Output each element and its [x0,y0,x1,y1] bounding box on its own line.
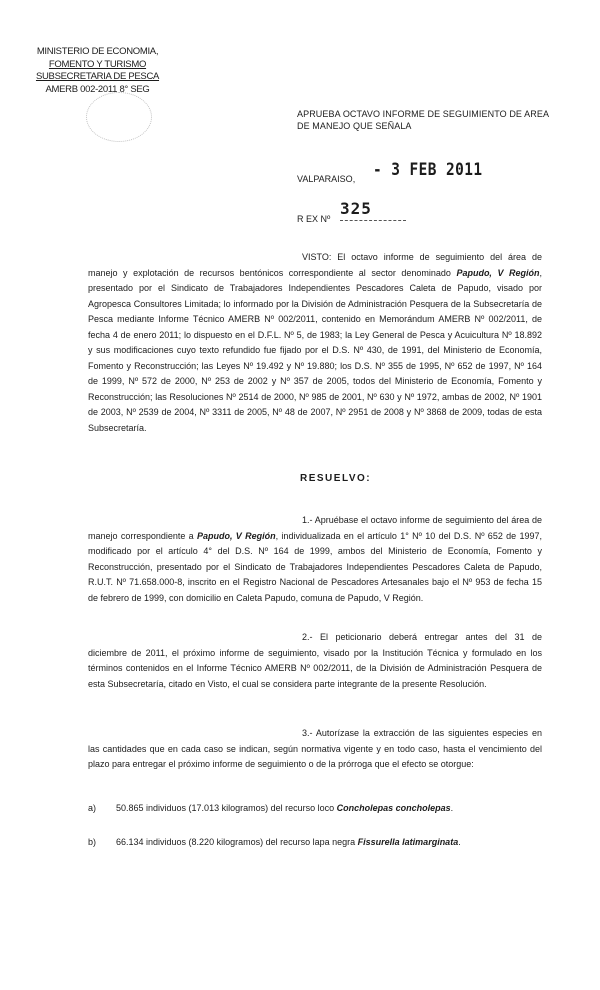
visto-label: VISTO: [302,252,332,262]
item-end: . [458,837,461,847]
p1-place: Papudo, V Región [197,530,276,541]
visto-text-2: , presentado por el Sindicato de Trabajadores Independientes Pescadores Caleta de Papudo, visado por Agropesca Consultores Limitada; lo informado por la División de Administración Pesquera de la Subsecretaría de Pesca mediante Informe Técnico AMERB Nº 002/2011, contenido en Memorándum AMERB Nº 002/2011, de fecha 4 de enero 2011; lo dispuesto en el D.F.L. Nº 5, de 1983; la Ley General de Pesca y Acuicultura Nº 18.892 y sus modificaciones cuyo texto refundido fue fijado por el D.S. Nº 430, de 1991, del Ministerio de Economía, Fomento y Reconstrucción; las Leyes Nº 19.492 y Nº 19.880; los D.S. Nº 355 de 1995, Nº 652 de 1997, Nº 164 de 1999, Nº 572 de 2000, Nº 253 de 2002 y Nº 357 de 2005, todos del Ministerio de Economía, Fomento y Reconstrucción; las Resoluciones Nº 2514 de 2000, Nº 985 de 2001, Nº 630 y Nº 1972, ambas de 2002, Nº 1901 de 2003, Nº 2539 de 2004, Nº 3311 de 2005, Nº 48 de 2007, Nº 2951 de 2008 y Nº 3868 de 2009, todas de esta Subsecretaría. [88,267,542,433]
p2-text: 2.- El peticionario deberá entregar antes del 31 de diciembre de 2011, el próximo informe de seguimiento, visado por la Institución Técnica y formulado en los términos contenidos en el Informe Técnico AMERB Nº 002/2011, de la División de Administración Pesquera de esta Subsecretaría, citado en Visto, el cual se considera parte integrante de la presente Resolución. [88,632,542,689]
item-end: . [450,803,454,813]
item-species: Fissurella latimarginata [357,837,459,847]
visto-paragraph [88,250,542,436]
item-marker: b) [88,837,97,847]
rex-label: R EX Nº [297,214,331,224]
item-marker: a) [88,803,97,813]
document-subject: APRUEBA OCTAVO INFORME DE SEGUIMIENTO DE AREA DE MANEJO QUE SEÑALA [297,109,549,131]
official-seal-stamp [86,92,152,142]
letterhead-subsecretariat: SUBSECRETARIA DE PESCA [35,71,160,82]
visto-text-1: El octavo informe de seguimiento del área de manejo y explotación de recursos bentónicos correspondiente al sector denominado [88,252,542,278]
letterhead [30,46,165,96]
resuelvo-heading: RESUELVO: [300,473,372,484]
resolution-paragraph-3 [88,726,542,773]
resolution-paragraph-2 [88,630,542,692]
item-text: 50.865 individuos (17.013 kilogramos) del recurso loco [116,803,337,813]
place-label: VALPARAISO, [297,174,356,184]
visto-place: Papudo, V Región [456,267,540,278]
letterhead-reference: AMERB 002-2011 8° SEG [45,83,150,95]
letterhead-department: FOMENTO Y TURISMO [48,58,147,70]
p3-text: 3.- Autorízase la extracción de las siguientes especies en las cantidades que en cada caso se indican, según normativa vigente y en todo caso, hasta el vencimiento del plazo para entregar el próximo informe de seguimiento o de la prórroga que el efecto se otorgue: [88,728,542,769]
item-text: 66.134 individuos (8.220 kilogramos) del recurso lapa negra [116,837,358,847]
resolution-paragraph-1 [88,513,542,606]
species-item [88,837,542,847]
letterhead-ministry: MINISTERIO DE ECONOMIA, [36,46,159,57]
p1-text-2: , individualizada en el artículo 1° Nº 10 del D.S. Nº 652 de 1997, modificado por el artículo 4° del D.S. Nº 164 de 1999, ambos del Ministerio de Economía, Fomento y Reconstrucción, presentado por el Sindicato de Trabajadores Independientes Pescadores Caleta de Papudo, R.U.T. Nº 71.658.000-8, inscrito en el Registro Nacional de Pescadores Artesanales bajo el Nº 953 de fecha 15 de febrero de 1999, con domicilio en Caleta Papudo, comuna de Papudo, V Región. [88,530,542,603]
rex-underline [340,220,406,221]
item-species: Concholepas concholepas [336,803,451,813]
rex-number: 325 [340,199,372,218]
p1-text-1: 1.- Apruébase el octavo informe de seguimiento del área de manejo correspondiente a [88,515,542,541]
date-stamp: - 3 FEB 2011 [373,160,483,180]
species-item [88,803,542,813]
